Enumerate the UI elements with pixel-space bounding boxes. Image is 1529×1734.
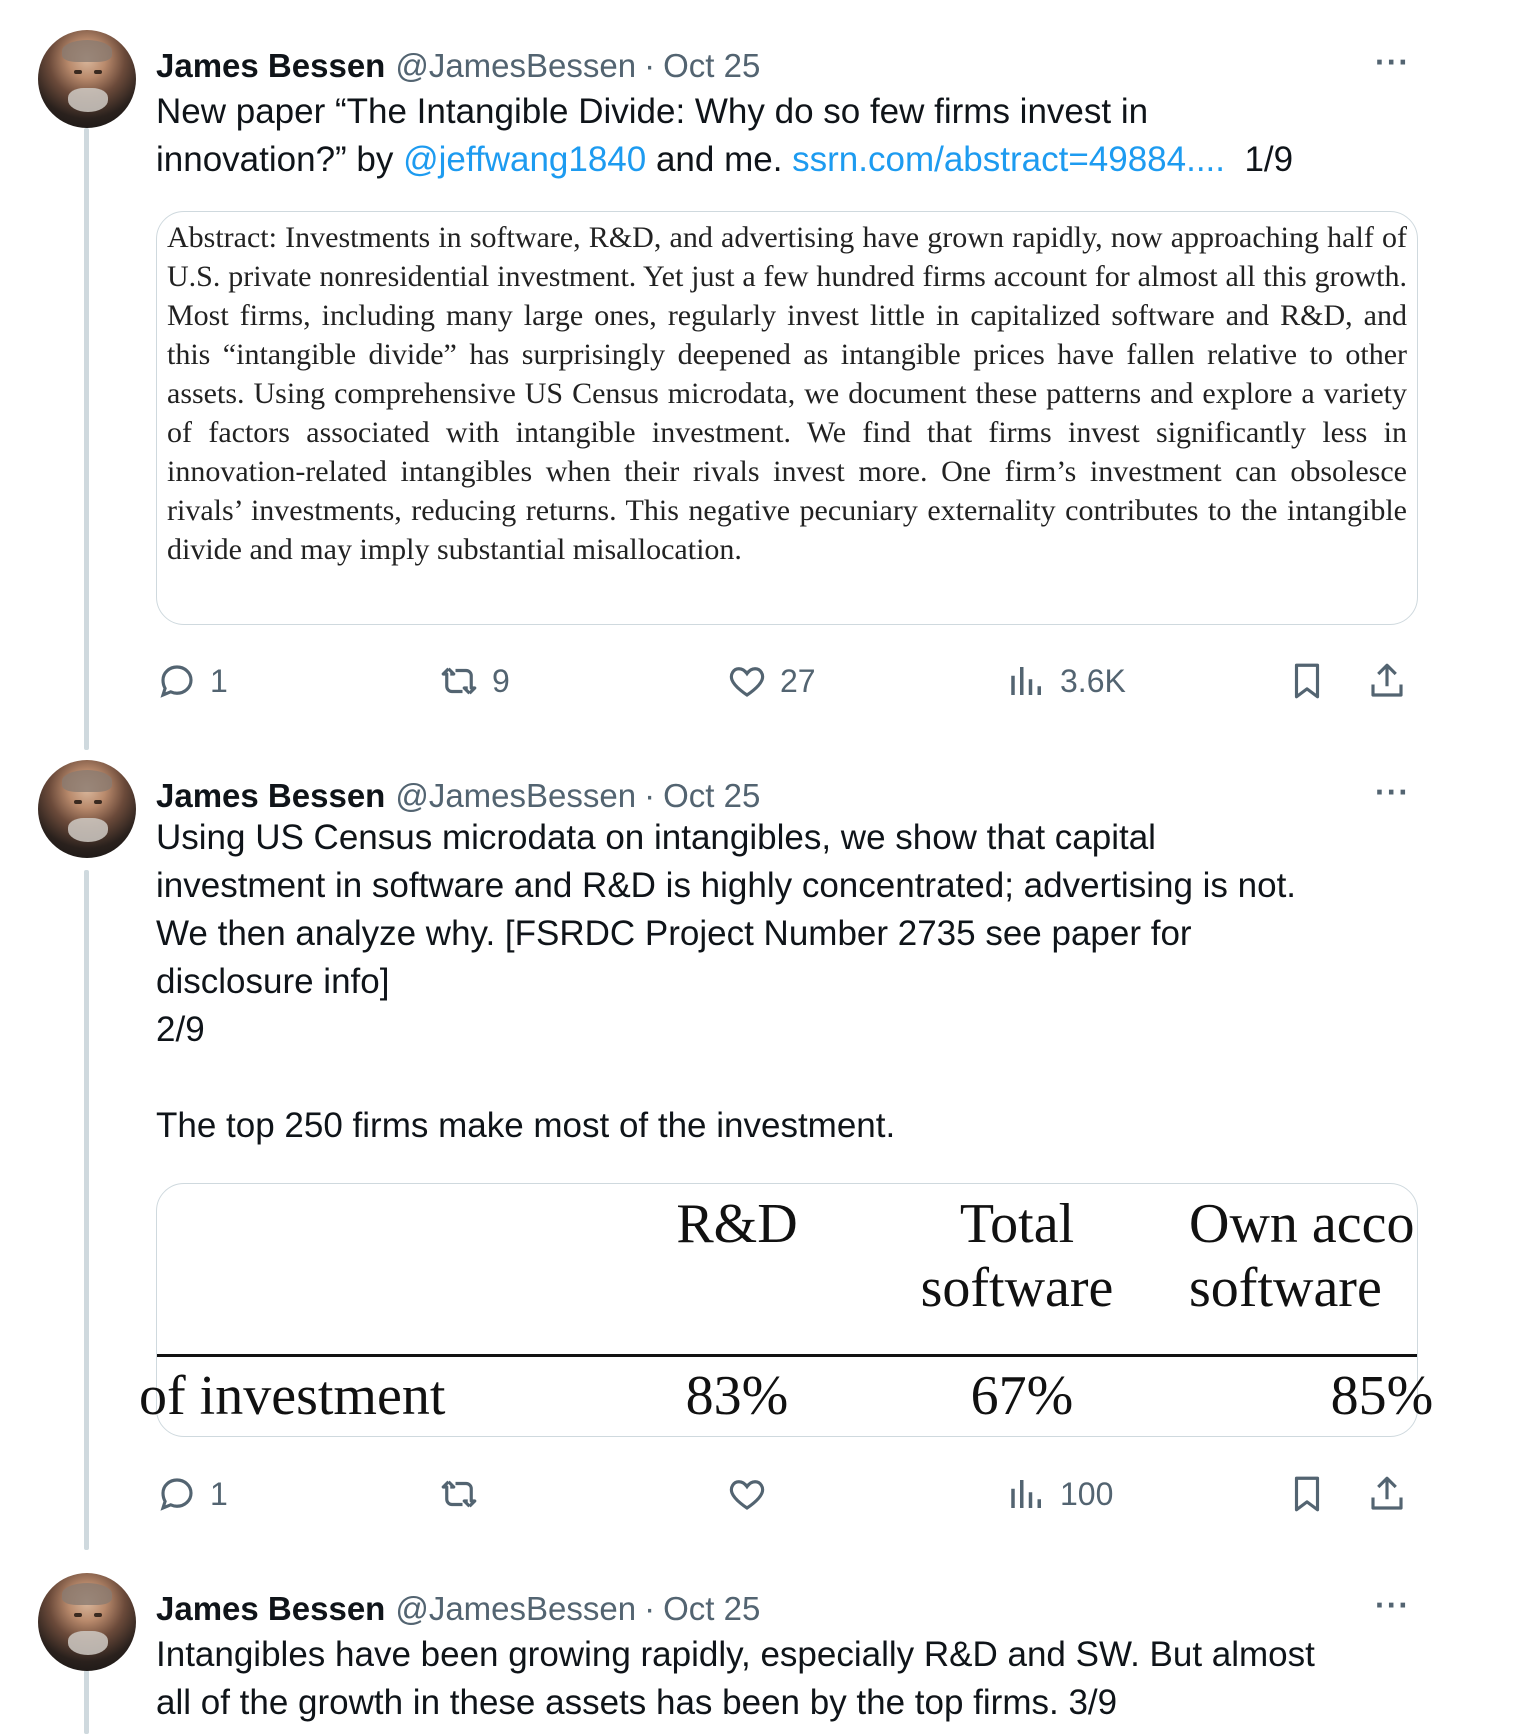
repost-icon [438, 1473, 480, 1515]
reply-button[interactable] [156, 1473, 228, 1515]
more-options-icon[interactable]: ··· [1375, 1587, 1410, 1623]
author-handle[interactable]: @JamesBessen [395, 1590, 637, 1627]
like-button[interactable] [726, 1473, 780, 1515]
views-button[interactable] [1006, 660, 1126, 702]
share-icon [1366, 1473, 1408, 1515]
repost-icon [438, 660, 480, 702]
table-header: R&D [676, 1193, 798, 1255]
tweet-text: Using US Census microdata on intangibles, we show that capital investment in software and R&D is highly concentrated; advertising is not. We then analyze why. [FSRDC Project Number 2735 see paper for disclosure info] 2/9 The top 250 firms make most of the investment. [156, 818, 1297, 1145]
table-header: Total software [920, 1193, 1114, 1319]
table-cell: 85% [1330, 1365, 1434, 1427]
views-count: 3.6K [1060, 662, 1126, 699]
author-handle[interactable]: @JamesBessen [395, 47, 637, 84]
repost-count: 9 [492, 662, 510, 699]
bookmark-button[interactable] [1286, 660, 1328, 702]
table-image[interactable] [139, 1183, 1434, 1437]
reply-count: 1 [210, 662, 228, 699]
reply-count: 1 [210, 1475, 228, 1512]
more-options-icon[interactable]: ··· [1375, 44, 1410, 80]
action-bar [156, 660, 1416, 720]
avatar[interactable] [38, 1573, 136, 1671]
bookmark-button[interactable] [1286, 1473, 1328, 1515]
author-name[interactable]: James Bessen [156, 777, 386, 814]
like-button[interactable] [726, 660, 816, 702]
tweet-header [156, 1587, 760, 1631]
abstract-text: Abstract: Investments in software, R&D, and advertising have grown rapidly, now approaching half of U.S. private nonresidential investment. Yet just a few hundred firms account for almost all this growth. Most firms, including many large ones, regularly invest little in capitalized software and R&D, and this “intangible divide” has surprisingly deepened as intangible prices have fallen relative to other assets. Using comprehensive US Census microdata, we document these patterns and explore a variety of factors associated with intangible investment. We find that firms invest significantly less in innovation-related intangibles when their rivals invest more. One firm’s investment can obsolesce rivals’ investments, reducing returns. This negative pecuniary externality contributes to the intangible divide and may imply substantial misallocation. [167, 221, 1407, 566]
table-cell: 67% [970, 1365, 1074, 1427]
bookmark-icon [1286, 660, 1328, 702]
reply-icon [156, 1473, 198, 1515]
tweet-1[interactable] [0, 30, 1456, 730]
tweet-header [156, 44, 760, 88]
bookmark-icon [1286, 1473, 1328, 1515]
views-count: 100 [1060, 1475, 1114, 1512]
views-icon [1006, 1473, 1048, 1515]
table-rule [157, 1354, 1417, 1357]
tweet-2[interactable] [0, 760, 1456, 1580]
views-button[interactable] [1006, 1473, 1113, 1515]
table-cell: 83% [685, 1365, 789, 1427]
action-bar [156, 1473, 1416, 1533]
separator-dot: · [644, 1590, 656, 1627]
reply-icon [156, 660, 198, 702]
thread-counter: 1/9 [1225, 140, 1294, 179]
repost-button[interactable] [438, 660, 510, 702]
row-label: of investment [139, 1365, 446, 1427]
tweet-date[interactable]: Oct 25 [663, 1590, 761, 1627]
share-button[interactable] [1366, 660, 1408, 702]
tweet-3[interactable] [0, 1573, 1456, 1734]
author-name[interactable]: James Bessen [156, 1590, 386, 1627]
like-icon [726, 660, 768, 702]
like-icon [726, 1473, 768, 1515]
reply-button[interactable] [156, 660, 228, 702]
author-name[interactable]: James Bessen [156, 47, 386, 84]
tweet-header [156, 774, 760, 818]
share-button[interactable] [1366, 1473, 1408, 1515]
abstract-image[interactable] [156, 211, 1418, 625]
tweet-text-part: New paper “The Intangible Divide: Why do so few firms invest in innovation?” by [156, 92, 1149, 179]
share-icon [1366, 660, 1408, 702]
more-options-icon[interactable]: ··· [1375, 774, 1410, 810]
views-icon [1006, 660, 1048, 702]
like-count: 27 [780, 662, 816, 699]
tweet-text: Intangibles have been growing rapidly, especially R&D and SW. But almost all of the growth in these assets has been by the top firms. 3/9 [156, 1635, 1315, 1722]
repost-button[interactable] [438, 1473, 492, 1515]
avatar[interactable] [38, 760, 136, 858]
table-header: Own acco software [1189, 1193, 1415, 1319]
table [139, 1184, 1434, 1436]
author-handle[interactable]: @JamesBessen [395, 777, 637, 814]
url-link[interactable]: ssrn.com/abstract=49884.... [792, 140, 1226, 179]
separator-dot: · [644, 777, 656, 814]
mention-link[interactable]: @jeffwang1840 [403, 140, 647, 179]
tweet-date[interactable]: Oct 25 [663, 777, 761, 814]
avatar[interactable] [38, 30, 136, 128]
tweet-date[interactable]: Oct 25 [663, 47, 761, 84]
tweet-text-part: and me. [646, 140, 793, 179]
tweet-text [156, 88, 1406, 184]
separator-dot: · [644, 47, 656, 84]
